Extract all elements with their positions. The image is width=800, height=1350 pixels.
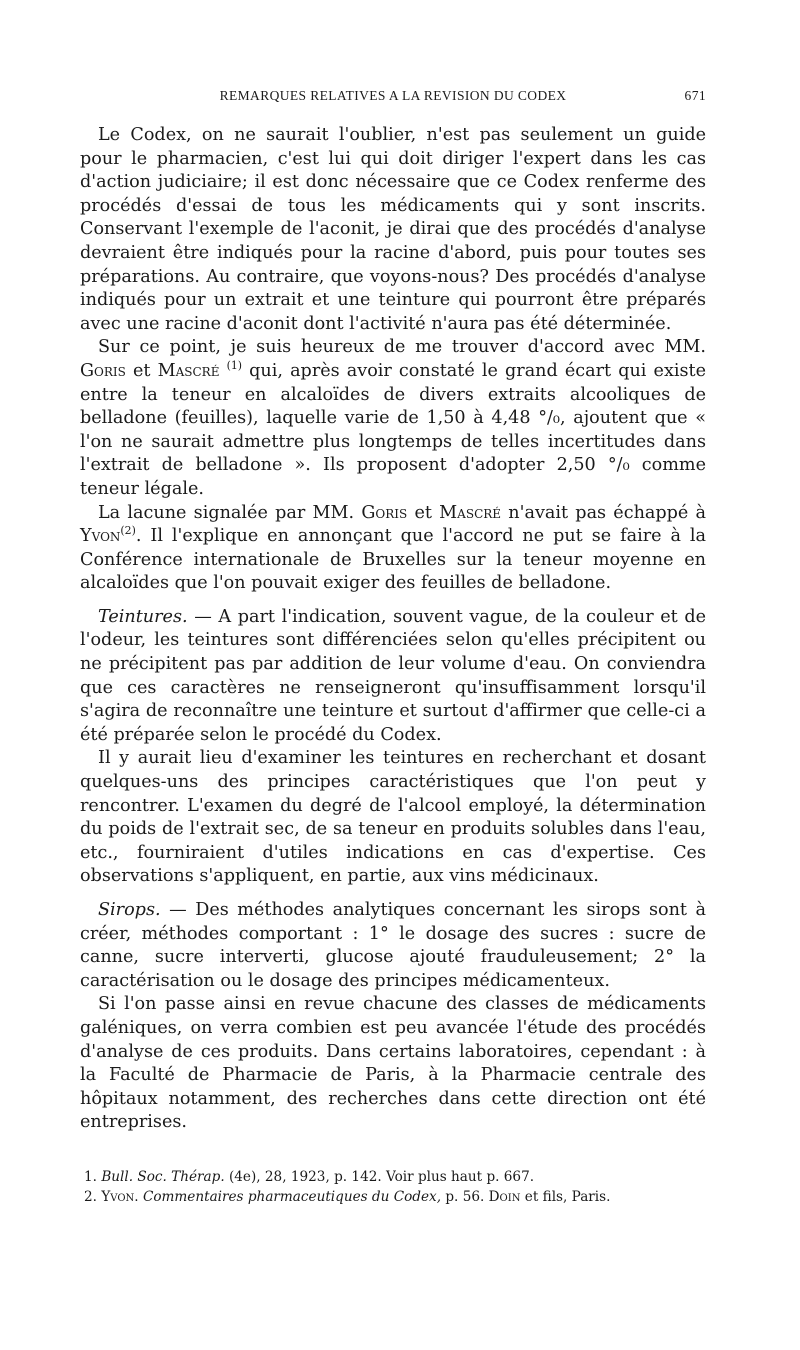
paragraph-codex-role — [80, 124, 706, 336]
running-header — [80, 88, 706, 110]
author-name: Yvon. — [101, 1188, 139, 1205]
footnote-2: 2. Yvon. Commentaires pharmaceutiques du Codex, p. 56. Doin et fils, Paris. — [84, 1188, 611, 1205]
book-page — [80, 88, 706, 1207]
author-name: Goris — [80, 360, 126, 381]
footnote-1: 1. Bull. Soc. Thérap. (4e), 28, 1923, p. 142. Voir plus haut p. 667. — [84, 1168, 535, 1185]
running-title: REMARQUES RELATIVES A LA REVISION DU CODEX — [219, 88, 567, 103]
paragraph-conclusion: Si l'on passe ainsi en revue chacune des classes de médicaments galéniques, on verra combien est peu avancée l'étude des procédés d'analyse de ces produits. Dans certains laboratoires, cependant : à la Faculté de Pharmacie de Paris, à la Pharmacie centrale des hôpitaux notamment, des recherches dans cette direction ont été entreprises. — [80, 994, 706, 1133]
author-name: Yvon — [80, 526, 121, 547]
paragraph-teintures-examen: Il y aurait lieu d'examiner les teintures en recherchant et dosant quelques-uns des principes caractéristiques que l'on peut y rencontrer. L'examen du degré de l'alcool employé, la détermination du poids de l'extrait sec, de sa teneur en produits solubles dans l'eau, etc., fourniraient d'utiles indications en cas d'expertise. Ces observations s'appliquent, en partie, aux vins médicinaux. — [80, 748, 706, 887]
footnote-ref-1: (1) — [226, 359, 243, 373]
paragraph-belladone-extracts: Sur ce point, je suis heureux de me trouver d'accord avec MM. Goris et Mascré $^{(1)}$ qui, après avoir constaté le grand écart qui existe entre la teneur en alcaloïdes de divers extraits alcooliques de belladone (feuilles), laquelle varie de 1,50 à 4,48 °/₀, ajoutent que « l'on ne saurait admettre plus longtemps de telles incertitudes dans l'extrait de belladone ». Ils proposent d'adopter 2,50 °/₀ comme teneur légale. — [80, 337, 707, 499]
section-sirops: Sirops. — Des méthodes analytiques concernant les sirops sont à créer, méthodes comportant : 1° le dosage des sucres : sucre de canne, sucre interverti, glucose ajouté frauduleusement; 2° la caractérisation ou le dosage des principes médicamenteux. — [80, 900, 707, 991]
footnotes — [80, 1167, 706, 1207]
journal-title: Bull. Soc. Thérap. — [101, 1168, 225, 1185]
section-heading-teintures: Teintures. — [98, 606, 188, 627]
footnote-ref-2: (2) — [120, 524, 136, 538]
book-title: Commentaires pharmaceutiques du Codex, — [142, 1188, 442, 1205]
page-number: 671 — [684, 88, 706, 103]
author-name: Mascré — [439, 502, 502, 523]
body-text — [80, 124, 706, 1135]
author-name: Mascré — [157, 360, 220, 381]
section-teintures: Teintures. — A part l'indication, souvent vague, de la couleur et de l'odeur, les teintures sont différenciées selon qu'elles précipitent ou ne précipitent pas par addition de leur volume d'eau. On conviendra que ces caractères ne renseigneront qu'insuffisamment lorsqu'il s'agira de reconnaître une teinture et surtout d'affirmer que celle-ci a été préparée selon le procédé du Codex. — [80, 606, 707, 745]
paragraph-lacune: La lacune signalée par MM. Goris et Mascré n'avait pas échappé à Yvon$^{(2)}$. Il l'explique en annonçant que l'accord ne put se faire à la Conférence internationale de Bruxelles sur la teneur moyenne en alcaloïdes que l'on pouvait exiger des feuilles de belladone. — [80, 502, 707, 594]
publisher-name: Doin — [488, 1188, 521, 1205]
author-name: Goris — [361, 502, 408, 523]
section-heading-sirops: Sirops. — [98, 900, 161, 920]
paragraph-text: Le Codex, on ne saurait l'oublier, n'est pas seulement un guide pour le pharmacien, c'est lui qui doit diriger l'expert dans les cas d'action judiciaire; il est donc nécessaire que ce Codex renferme des procédés d'essai de tous les médicaments qui y sont inscrits. Conservant l'exemple de l'aconit, je dirai que des procédés d'analyse devraient être indiqués pour la racine d'abord, puis pour toutes ses préparations. Au contraire, que voyons-nous? Des procédés d'analyse indiqués pour un extrait et une teinture qui pourront être préparés avec une racine d'aconit dont l'activité n'aura pas été déterminée. — [80, 125, 706, 334]
